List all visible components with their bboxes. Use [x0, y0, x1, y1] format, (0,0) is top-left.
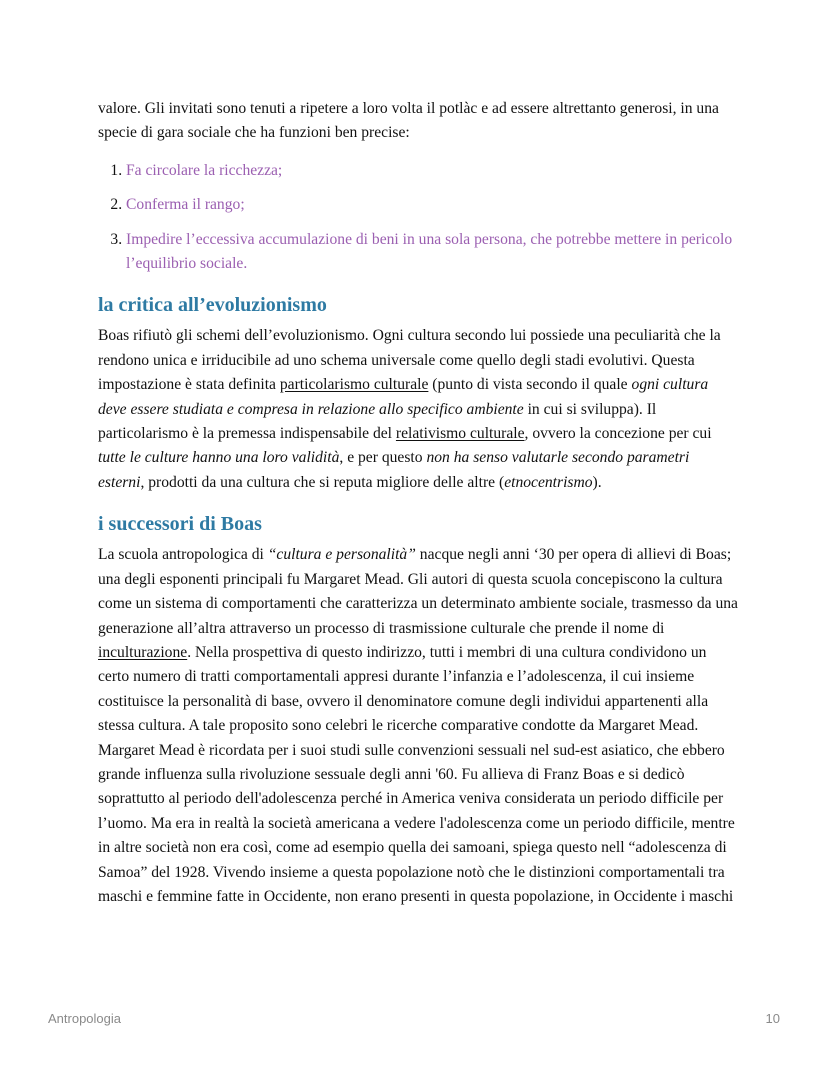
text-span: Boas rifiutò gli schemi dell’evoluzionismo. Ogni cultura secondo lui possiede una peculiarità che la rendono unica e irriducibile ad uno schema universale come quello degli stadi evolutivi. Questa impostazione è stata definita: [98, 327, 721, 394]
term-relativismo: relativismo culturale: [395, 425, 525, 443]
emphasis: non ha senso valutarle secondo parametri esterni: [98, 449, 690, 491]
text-span: in cui si sviluppa). Il particolarismo è la premessa indispensabile del: [98, 400, 657, 443]
functions-list: [98, 159, 738, 277]
term-particolarismo: particolarismo culturale: [279, 376, 429, 394]
emphasis: “cultura e personalità”: [267, 546, 416, 564]
emphasis: ogni cultura deve essere studiata e compresa in relazione allo specifico ambiente: [98, 376, 709, 418]
page-number: 10: [765, 1011, 780, 1026]
term-inculturazione: inculturazione: [98, 643, 188, 661]
section-heading-successori: i successori di Boas: [98, 513, 262, 536]
list-item: 2. Conferma il rango;: [126, 193, 738, 217]
page-content: [98, 97, 738, 909]
text-span: ).: [592, 473, 602, 491]
text-span: La scuola antropologica di: [98, 546, 268, 564]
section-heading-critica: la critica all’evoluzionismo: [98, 294, 327, 317]
text-span: nacque negli anni ‘30 per opera di allievi di Boas; una degli esponenti principali fu Margaret Mead. Gli autori di questa scuola concepiscono la cultura come un sistema di comportamenti che caratterizza un determinato ambiente sociale, trasmesso da una generazione all’altra attraverso un processo di trasmissione culturale che prende il nome di: [98, 546, 738, 637]
text-span: , prodotti da una cultura che si reputa migliore delle altre (: [140, 473, 505, 491]
list-item: 3. Impedire l’eccessiva accumulazione di beni in una sola persona, che potrebbe mettere in pericolo l’equilibrio sociale.: [126, 228, 738, 277]
footer-title: Antropologia: [48, 1011, 121, 1026]
text-span: , e per questo: [339, 449, 427, 467]
intro-paragraph: valore. Gli invitati sono tenuti a ripetere a loro volta il potlàc e ad essere altrettanto generosi, in una specie di gara sociale che ha funzioni ben precise:: [98, 100, 719, 142]
text-span: , ovvero la concezione per cui: [524, 425, 712, 443]
critica-paragraph: [98, 324, 738, 495]
text-span: . Nella prospettiva di questo indirizzo, tutti i membri di una cultura condividono un certo numero di tratti comportamentali appresi durante l’infanzia e l’adolescenza, il cui insieme costituisce la personalità di base, ovvero il denominatore comune degli individui appartenenti alla stessa cultura. A tale proposito sono celebri le ricerche comparative condotte da Margaret Mead. Margaret Mead è ricordata per i suoi studi sulle convenzioni sessuali nel sud-est asiatico, che ebbero grande influenza sulla rivoluzione sessuale degli anni '60. Fu allieva di Franz Boas e si dedicò soprattutto al periodo dell'adolescenza perché in America veniva considerata un periodo difficile per l’uomo. Ma era in realtà la società americana a vedere l'adolescenza come un periodo difficile, mentre in altre società non era così, come ad esempio quella dei samoani, spiega questo nell “adolescenza di Samoa” del 1928. Vivendo insieme a questa popolazione notò che le distinzioni comportamentali tra maschi e femmine fatte in Occidente, non erano presenti in questa popolazione, in Occidente i maschi: [98, 643, 735, 905]
list-item: 1. Fa circolare la ricchezza;: [126, 159, 738, 183]
text-span: (punto di vista secondo il quale: [428, 376, 632, 394]
emphasis: etnocentrismo: [504, 473, 593, 491]
emphasis: tutte le culture hanno una loro validità: [98, 449, 340, 467]
successori-paragraph: [98, 543, 738, 909]
